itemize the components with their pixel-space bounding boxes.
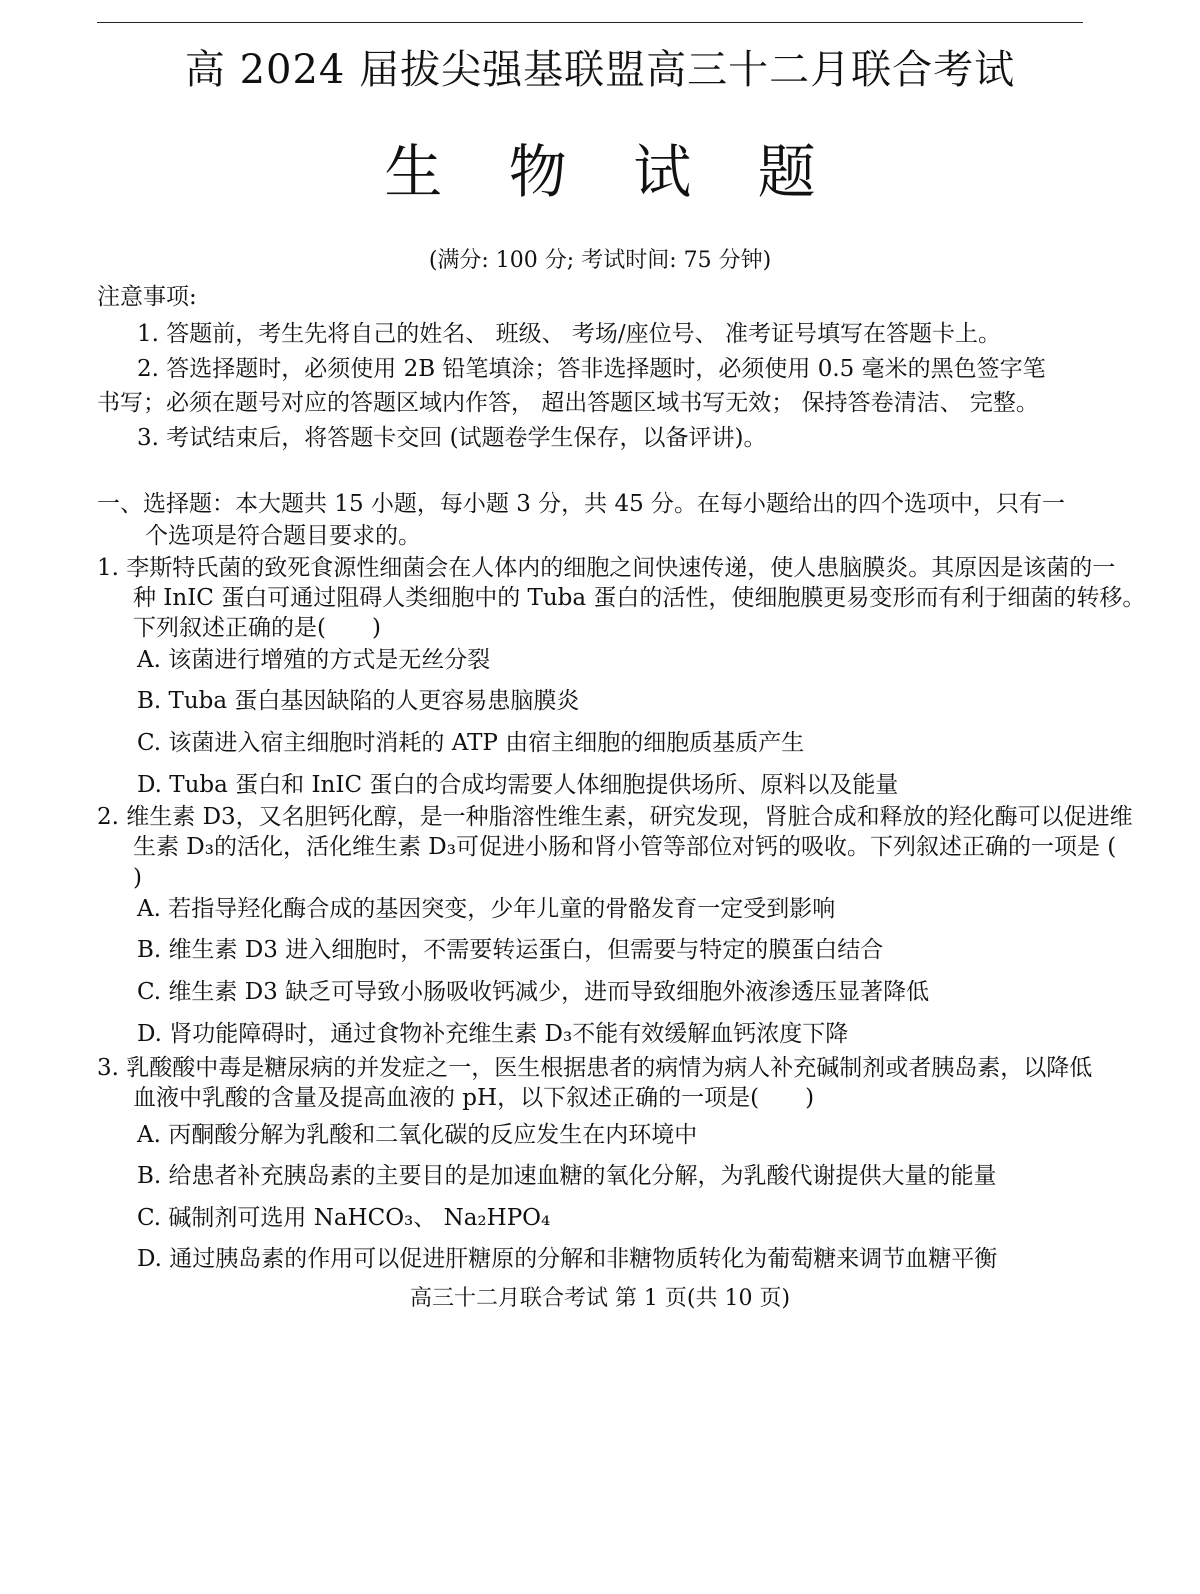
question-1-stem-line-2: 种 InIC 蛋白可通过阻碍人类细胞中的 Tuba 蛋白的活性，使细胞膜更易变形而有利于细菌的转移。 — [133, 585, 1146, 611]
section-instruction-line-1: 一、选择题：本大题共 15 小题，每小题 3 分，共 45 分。在每小题给出的四个选项中，只有一 — [97, 491, 1066, 517]
question-2-option-a: A. 若指导羟化酶合成的基因突变，少年儿童的骨骼发育一定受到影响 — [137, 896, 836, 922]
question-2-stem-line-1: 2. 维生素 D3，又名胆钙化醇，是一种脂溶性维生素，研究发现，肾脏合成和释放的羟化酶可以促进维 — [97, 804, 1133, 830]
question-2-option-b: B. 维生素 D3 进入细胞时，不需要转运蛋白，但需要与特定的膜蛋白结合 — [137, 937, 884, 963]
question-1-stem-line-1: 1. 李斯特氏菌的致死食源性细菌会在人体内的细胞之间快速传递，使人患脑膜炎。其原因是该菌的一 — [97, 555, 1116, 581]
question-1-option-c: C. 该菌进入宿主细胞时消耗的 ATP 由宿主细胞的细胞质基质产生 — [137, 730, 805, 756]
exam-title: 高 2024 届拔尖强基联盟高三十二月联合考试 — [184, 47, 1016, 93]
section-instruction-line-2: 个选项是符合题目要求的。 — [145, 523, 421, 549]
question-3-stem-line-1: 3. 乳酸酸中毒是糖尿病的并发症之一，医生根据患者的病情为病人补充碱制剂或者胰岛素，以降低 — [97, 1055, 1093, 1081]
question-3-option-b: B. 给患者补充胰岛素的主要目的是加速血糖的氧化分解，为乳酸代谢提供大量的能量 — [137, 1163, 997, 1189]
question-1-stem-line-3: 下列叙述正确的是( ) — [133, 615, 381, 641]
notice-item-2-line-1: 2. 答选择题时，必须使用 2B 铅笔填涂；答非选择题时，必须使用 0.5 毫米的黑色签字笔 — [137, 356, 1046, 382]
question-2-option-d: D. 肾功能障碍时，通过食物补充维生素 D₃不能有效缓解血钙浓度下降 — [137, 1021, 849, 1047]
notice-item-2-line-2: 书写；必须在题号对应的答题区域内作答， 超出答题区域书写无效； 保持答卷清洁、 完整。 — [97, 390, 1039, 416]
question-1-option-a: A. 该菌进行增殖的方式是无丝分裂 — [137, 647, 491, 673]
notice-heading: 注意事项: — [97, 284, 197, 310]
question-3-option-a: A. 丙酮酸分解为乳酸和二氧化碳的反应发生在内环境中 — [137, 1122, 698, 1148]
notice-item-3: 3. 考试结束后，将答题卡交回 (试题卷学生保存，以备评讲)。 — [137, 425, 767, 451]
question-2-option-c: C. 维生素 D3 缺乏可导致小肠吸收钙减少，进而导致细胞外液渗透压显著降低 — [137, 979, 930, 1005]
question-1-option-b: B. Tuba 蛋白基因缺陷的人更容易患脑膜炎 — [137, 688, 580, 714]
notice-item-1: 1. 答题前，考生先将自己的姓名、 班级、 考场/座位号、 准考证号填写在答题卡上。 — [137, 321, 1001, 347]
question-3-option-d: D. 通过胰岛素的作用可以促进肝糖原的分解和非糖物质转化为葡萄糖来调节血糖平衡 — [137, 1246, 998, 1272]
question-2-stem-line-3: ) — [133, 865, 142, 891]
subject-title: 生 物 试 题 — [384, 138, 840, 206]
question-3-stem-line-2: 血液中乳酸的含量及提高血液的 pH，以下叙述正确的一项是( ) — [133, 1085, 815, 1111]
score-info: (满分: 100 分; 考试时间: 75 分钟) — [428, 248, 772, 273]
question-2-stem-line-2: 生素 D₃的活化，活化维生素 D₃可促进小肠和肾小管等部位对钙的吸收。下列叙述正确的一项是 ( — [133, 834, 1117, 860]
page-footer: 高三十二月联合考试 第 1 页(共 10 页) — [409, 1286, 791, 1311]
question-1-option-d: D. Tuba 蛋白和 InIC 蛋白的合成均需要人体细胞提供场所、原料以及能量 — [137, 772, 899, 798]
top-rule-line — [97, 22, 1083, 23]
question-3-option-c: C. 碱制剂可选用 NaHCO₃、 Na₂HPO₄ — [137, 1205, 551, 1231]
